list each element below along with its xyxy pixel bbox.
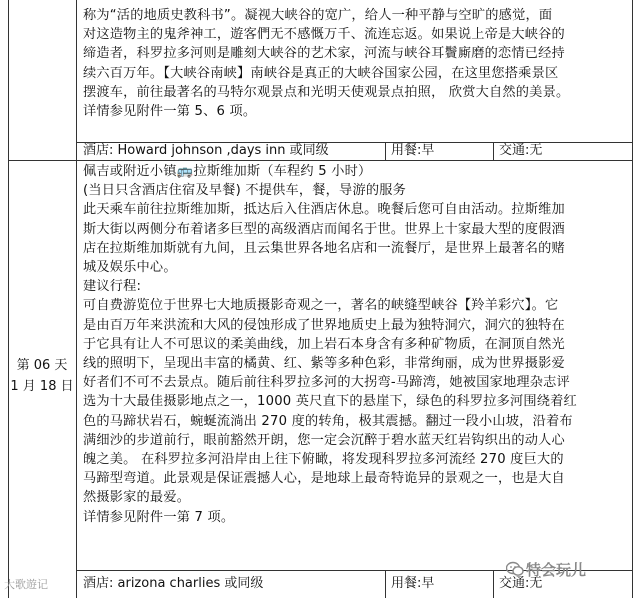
table-border-right bbox=[632, 0, 633, 598]
table-border-date-divider bbox=[76, 0, 77, 598]
day6-line: 魄之美。 在科罗拉多河沿岸由上往下俯瞰，将发现科罗拉多河流经 270 度巨大的 bbox=[83, 452, 564, 468]
day6-line: 马蹄型弯道。此景观是保证震撼人心，是地球上最奇特诡异的景观之一，也是大自 bbox=[83, 471, 565, 487]
day6-line: 满细沙的步道前行，眼前豁然开朗，您一定会沉醉于碧水蓝天红岩钩织出的动人心 bbox=[83, 432, 565, 448]
day-date: 1 月 18 日 bbox=[10, 379, 74, 394]
watermark-left: 大歌遊记 bbox=[4, 578, 48, 591]
day5-line: 缔造者，科罗拉多河则是雕刻大峡谷的艺术家，河流与峡谷耳鬢廝磨的恋情已经持 bbox=[83, 46, 565, 62]
table-border-left bbox=[8, 0, 9, 598]
day6-meals: 用餐:早 bbox=[391, 576, 435, 591]
day6-line: 于它具有让人不可思议的柔美曲线，加上岩石本身含有多种矿物质，在洞顶自然光 bbox=[83, 336, 565, 352]
day-number: 第 06 天 bbox=[16, 358, 68, 373]
transport-column-divider bbox=[493, 142, 494, 160]
day6-line: 色的马蹄状岩石，蜿蜒流淌出 270 度的转角，极其震撼。翻过一段小山坡，沿着布 bbox=[83, 413, 573, 429]
day6-line: 店在拉斯维加斯就有九间，且云集世界各地名店和一流餐厅，是世界上最著名的赌 bbox=[83, 240, 565, 256]
wechat-icon bbox=[506, 561, 524, 577]
day6-hotel: 酒店: arizona charlies 或同级 bbox=[83, 576, 264, 591]
day-separator bbox=[8, 160, 633, 161]
suggested-itinerary-heading: 建议行程: bbox=[83, 279, 142, 295]
day6-line: 选为十大最佳摄影地点之一，1000 英尺直下的悬崖下，绿色的科罗拉多河围绕着红 bbox=[83, 394, 577, 410]
day6-line: (当日只含酒店住宿及早餐) 不提供车，餐，导游的服务 bbox=[83, 183, 406, 199]
day6-line: 此天乘车前往拉斯维加斯，抵达后入住酒店休息。晚餐后您可自由活动。拉斯维加 bbox=[83, 202, 565, 218]
day5-line: 详情参见附件一第 5、6 项。 bbox=[83, 104, 257, 120]
day6-transport: 交通:无 bbox=[499, 576, 543, 591]
day6-line: 斯大街以两侧分布着诸多巨型的高级酒店而闻名于世。世界上十家最大型的度假酒 bbox=[83, 221, 565, 237]
day5-line: 称为“活的地质史教科书”。凝视大峡谷的宽广，给人一种平静与空旷的感觉，面 bbox=[83, 8, 553, 23]
day6-line: 好者们不可不去景点。随后前往科罗拉多河的大拐弯-马蹄湾，她被国家地理杂志评 bbox=[83, 375, 570, 391]
day5-line: 续六百万年。【大峡谷南峡】南峡谷是真正的大峡谷国家公园，在这里您搭乘景区 bbox=[83, 65, 559, 81]
day5-line: 对这造物主的鬼斧神工，遊客們无不感慨万千、流连忘返。如果说上帝是大峡谷的 bbox=[83, 27, 565, 43]
day5-description bbox=[83, 6, 631, 121]
day6-line: 然摄影家的最爱。 bbox=[83, 490, 191, 506]
day5-transport: 交通:无 bbox=[499, 143, 543, 158]
day6-line: 是由百万年来洪流和大风的侵蚀形成了世界地质史上最为独特洞穴，洞穴的独特在 bbox=[83, 317, 565, 333]
day6-line: 线的照明下，呈现出丰富的橘黄、红、紫等多种色彩，非常绚丽，成为世界摄影爱 bbox=[83, 356, 565, 372]
watermark-right: 特会玩儿 bbox=[526, 561, 587, 579]
day6-line: 详情参见附件一第 7 项。 bbox=[83, 509, 235, 525]
meals-column-divider-2 bbox=[385, 570, 386, 598]
route-title: 佩吉或附近小镇🚌拉斯维加斯（车程约 5 小时） bbox=[83, 164, 372, 179]
day5-hotel: 酒店: Howard johnson ,days inn 或同级 bbox=[83, 143, 329, 158]
day6-line: 城及娱乐中心。 bbox=[83, 260, 177, 276]
day6-description bbox=[83, 162, 631, 527]
meals-column-divider bbox=[385, 142, 386, 160]
day5-meals: 用餐:早 bbox=[391, 143, 435, 158]
day6-line: 可自费游览位于世界七大地质摄影奇观之一，著名的峡缝型峡谷【羚羊彩穴】。它 bbox=[83, 298, 559, 314]
transport-column-divider-2 bbox=[493, 570, 494, 598]
day5-line: 摆渡车，前往最著名的马特尔观景点和光明天使观景点拍照， 欣赏大自然的美景。 bbox=[83, 84, 570, 100]
